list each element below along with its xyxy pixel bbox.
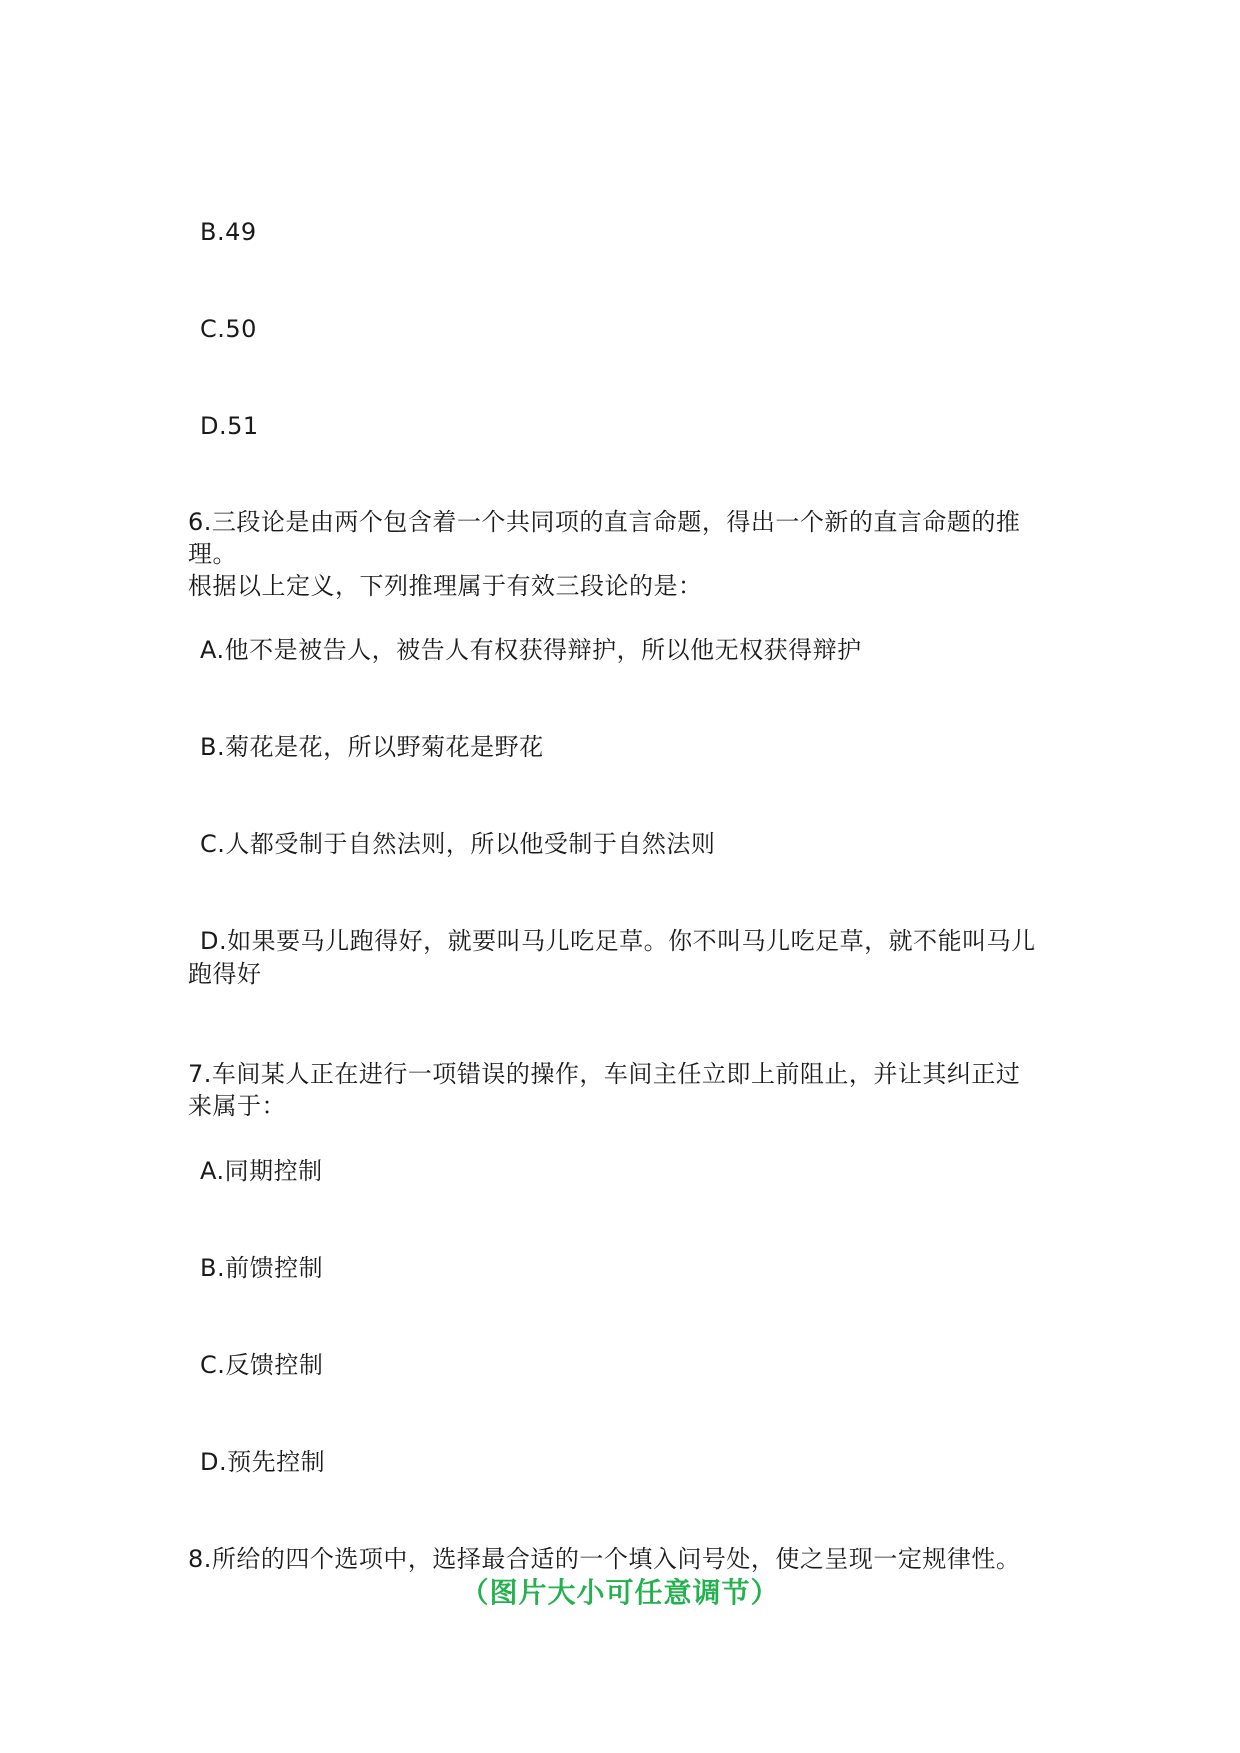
q5-option-b: B.49 xyxy=(200,218,257,246)
q6-stem-line1: 6.三段论是由两个包含着一个共同项的直言命题，得出一个新的直言命题的推 xyxy=(188,508,1021,536)
q7-option-c: C.反馈控制 xyxy=(200,1351,324,1379)
q6-stem-line2: 理。 xyxy=(188,540,237,568)
q6-option-a: A.他不是被告人，被告人有权获得辩护，所以他无权获得辩护 xyxy=(200,636,862,664)
q6-option-b: B.菊花是花，所以野菊花是野花 xyxy=(200,733,544,761)
q5-option-d: D.51 xyxy=(200,412,259,440)
q8-stem: 8.所给的四个选项中，选择最合适的一个填入问号处，使之呈现一定规律性。 xyxy=(188,1545,1021,1573)
image-resize-note: （图片大小可任意调节） xyxy=(460,1576,780,1609)
q6-stem-line3: 根据以上定义，下列推理属于有效三段论的是： xyxy=(188,572,703,600)
q7-stem-line2: 来属于： xyxy=(188,1092,286,1120)
q6-option-c: C.人都受制于自然法则，所以他受制于自然法则 xyxy=(200,830,716,858)
q6-option-d-cont: 跑得好 xyxy=(188,960,262,988)
q7-stem-line1: 7.车间某人正在进行一项错误的操作，车间主任立即上前阻止，并让其纠正过 xyxy=(188,1060,1021,1088)
q6-option-d: D.如果要马儿跑得好，就要叫马儿吃足草。你不叫马儿吃足草，就不能叫马儿 xyxy=(200,927,1036,955)
q7-option-b: B.前馈控制 xyxy=(200,1254,324,1282)
q7-option-a: A.同期控制 xyxy=(200,1157,323,1185)
q7-option-d: D.预先控制 xyxy=(200,1448,326,1476)
q5-option-c: C.50 xyxy=(200,315,257,343)
